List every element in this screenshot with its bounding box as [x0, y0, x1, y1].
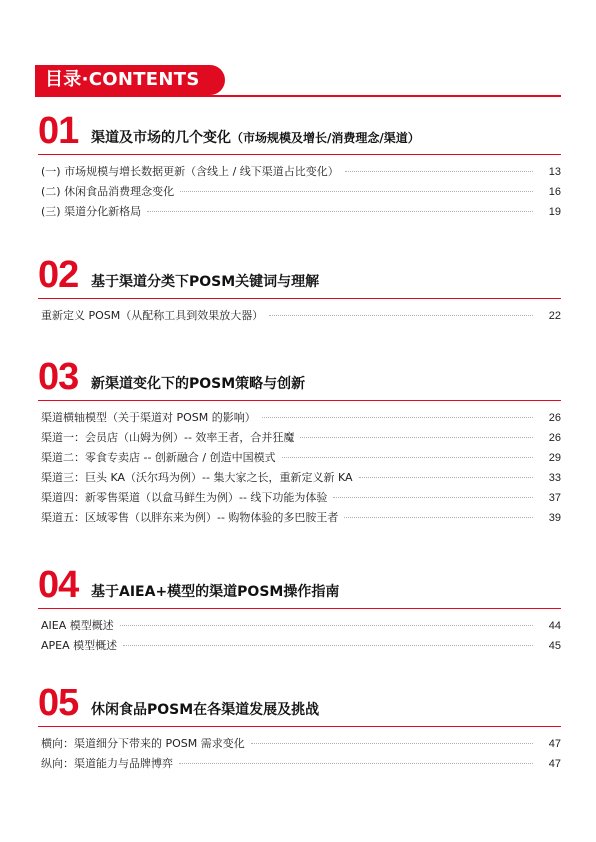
section-title-text: 基于AIEA+模型的渠道POSM操作指南 [91, 584, 340, 600]
section-number: 02 [38, 254, 79, 296]
header-divider [35, 95, 561, 97]
toc-entry-label: 渠道三：巨头 KA（沃尔玛为例）-- 集大家之长，重新定义新 KA [41, 471, 353, 484]
toc-entry-list [38, 163, 561, 223]
dot-leader [300, 437, 533, 438]
section-header [38, 358, 561, 398]
dot-leader [262, 417, 533, 418]
section-subtitle: （市场规模及增长/消费理念/渠道） [231, 131, 420, 145]
section-title [91, 271, 319, 291]
dot-leader [251, 743, 533, 744]
section-title-text: 新渠道变化下的POSM策略与创新 [91, 376, 306, 392]
toc-entry[interactable] [38, 183, 561, 203]
toc-entry-label: (三) 渠道分化新格局 [41, 205, 142, 218]
dot-leader [282, 457, 533, 458]
toc-entry-label: 重新定义 POSM（从配称工具到效果放大器） [41, 309, 264, 322]
section-header [38, 566, 561, 606]
section-number: 01 [38, 110, 79, 152]
toc-entry-page: 47 [548, 758, 561, 770]
section-number: 03 [38, 356, 79, 398]
toc-entry-label: AIEA 模型概述 [41, 619, 114, 632]
section-title [91, 373, 305, 393]
toc-entry-list [38, 617, 561, 657]
contents-title: 目录·CONTENTS [45, 69, 200, 90]
toc-entry[interactable] [38, 449, 561, 469]
dot-leader [123, 645, 533, 646]
section-title-text: 休闲食品POSM在各渠道发展及挑战 [91, 702, 320, 718]
toc-entry[interactable] [38, 735, 561, 755]
dot-leader [179, 763, 533, 764]
toc-entry[interactable] [38, 617, 561, 637]
section-divider [38, 726, 561, 727]
toc-entry-page: 37 [548, 492, 561, 504]
dot-leader [147, 211, 533, 212]
toc-entry[interactable] [38, 489, 561, 509]
dot-leader [344, 517, 533, 518]
dot-leader [345, 171, 533, 172]
toc-entry-label: 纵向：渠道能力与品牌博弈 [41, 757, 173, 770]
toc-entry-page: 19 [548, 206, 561, 218]
dot-leader [333, 497, 533, 498]
toc-entry[interactable] [38, 509, 561, 529]
section-header [38, 684, 561, 724]
section-header [38, 256, 561, 296]
toc-entry-label: 渠道横轴模型（关于渠道对 POSM 的影响） [41, 411, 256, 424]
toc-entry-page: 39 [548, 512, 561, 524]
dot-leader [180, 191, 533, 192]
section-title-text: 基于渠道分类下POSM关键词与理解 [91, 274, 320, 290]
toc-entry[interactable] [38, 469, 561, 489]
section-title [91, 581, 339, 601]
toc-entry-page: 33 [548, 472, 561, 484]
section-divider [38, 400, 561, 401]
dot-leader [269, 315, 533, 316]
toc-entry-page: 22 [548, 310, 561, 322]
dot-leader [359, 477, 533, 478]
toc-entry-page: 45 [548, 640, 561, 652]
toc-entry-page: 29 [548, 452, 561, 464]
dot-leader [120, 625, 533, 626]
toc-entry-list [38, 735, 561, 775]
section-05 [38, 684, 561, 775]
section-03 [38, 358, 561, 529]
toc-entry[interactable] [38, 755, 561, 775]
toc-entry-list [38, 307, 561, 327]
toc-entry[interactable] [38, 203, 561, 223]
section-title [91, 127, 420, 147]
section-number: 04 [38, 564, 79, 606]
section-title-text: 渠道及市场的几个变化 [91, 130, 231, 146]
toc-entry[interactable] [38, 637, 561, 657]
section-divider [38, 298, 561, 299]
toc-entry-label: APEA 模型概述 [41, 639, 118, 652]
toc-entry[interactable] [38, 409, 561, 429]
toc-entry-page: 44 [548, 620, 561, 632]
toc-entry-label: 横向：渠道细分下带来的 POSM 需求变化 [41, 737, 245, 750]
toc-entry[interactable] [38, 307, 561, 327]
section-header [38, 112, 561, 152]
section-title [91, 699, 319, 719]
toc-entry-label: 渠道一：会员店（山姆为例）-- 效率王者，合并狂魔 [41, 431, 295, 444]
toc-entry-list [38, 409, 561, 529]
contents-header-banner [35, 65, 225, 95]
toc-entry-label: 渠道五：区域零售（以胖东来为例）-- 购物体验的多巴胺王者 [41, 511, 339, 524]
toc-entry-page: 26 [548, 432, 561, 444]
section-number: 05 [38, 682, 79, 724]
section-01 [38, 112, 561, 223]
toc-entry-page: 16 [548, 186, 561, 198]
toc-entry-page: 47 [548, 738, 561, 750]
section-04 [38, 566, 561, 657]
toc-entry[interactable] [38, 163, 561, 183]
section-divider [38, 154, 561, 155]
toc-entry-label: (一) 市场规模与增长数据更新（含线上 / 线下渠道占比变化） [41, 165, 339, 178]
toc-entry-page: 13 [548, 166, 561, 178]
toc-entry-page: 26 [548, 412, 561, 424]
toc-entry-label: 渠道四：新零售渠道（以盒马鲜生为例）-- 线下功能为体验 [41, 491, 328, 504]
toc-entry[interactable] [38, 429, 561, 449]
section-divider [38, 608, 561, 609]
section-02 [38, 256, 561, 327]
toc-entry-label: 渠道二：零食专卖店 -- 创新融合 / 创造中国模式 [41, 451, 276, 464]
toc-entry-label: (二) 休闲食品消费理念变化 [41, 185, 175, 198]
